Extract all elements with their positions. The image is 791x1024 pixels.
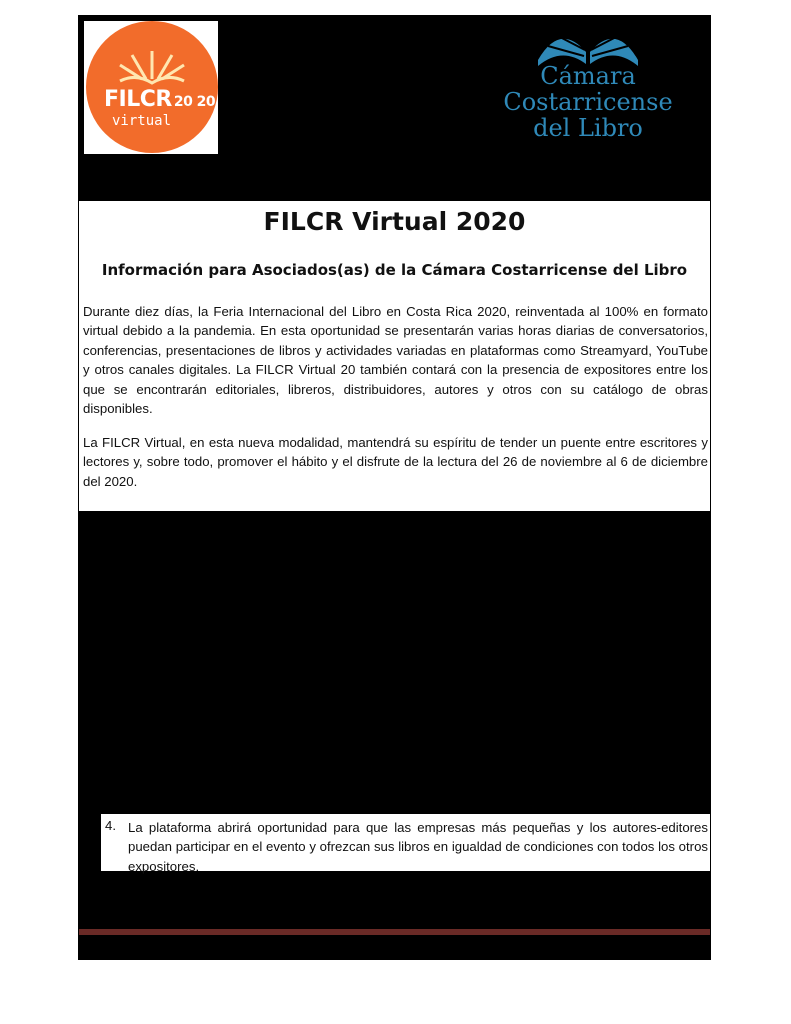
open-book-icon <box>498 16 678 68</box>
open-book-rays-icon <box>86 21 218 87</box>
camara-line-2: Costarricense <box>503 88 673 116</box>
intro-paragraph: Durante diez días, la Feria Internacional del Libro en Costa Rica 2020, reinventada al 100% en formato virtual debido a la pandemia. En esta oportunidad se presentarán varias horas diarias de conversatorios, conferencias, presentaciones de libros y actividades variadas en plataformas como Streamyard, YouTube y otros canales digitales. La FILCR Virtual 20 también contará con la presencia de expositores entre los que se encontrarán editoriales, libreros, distribuidores, autores y otros con su catálogo de obras disponibles. <box>83 304 708 417</box>
page-title: FILCR Virtual 2020 <box>263 207 526 236</box>
list-item-text: La plataforma abrirá oportunidad para que las empresas más pequeñas y los autores-editores puedan participar en el evento y ofrezcan sus libros en igualdad de condiciones con todos los otros expositores. <box>128 820 708 874</box>
list-item <box>101 814 710 874</box>
filcr-virtual-label: virtual <box>112 113 172 129</box>
mission-paragraph: La FILCR Virtual, en esta nueva modalidad, mantendrá su espíritu de tender un puente entre escritores y lectores y, sobre todo, promover el hábito y el disfrute de la lectura del 26 de noviembre al 6 de diciembre del 2020. <box>83 435 708 489</box>
filcr-wordmark: FILCR 20 20 <box>104 87 216 112</box>
list-item-number: 4. <box>105 818 116 833</box>
camara-logo <box>498 16 678 144</box>
camara-line-3: del Libro <box>533 114 643 142</box>
footer-divider <box>79 929 710 935</box>
filcr-year: 20 20 <box>173 94 216 110</box>
filcr-disc <box>86 21 218 153</box>
camara-line-1: Cámara <box>540 62 636 90</box>
filcr-logo <box>84 21 218 154</box>
page-subtitle: Información para Asociados(as) de la Cámara Costarricense del Libro <box>101 261 688 279</box>
info-panel <box>79 201 710 511</box>
